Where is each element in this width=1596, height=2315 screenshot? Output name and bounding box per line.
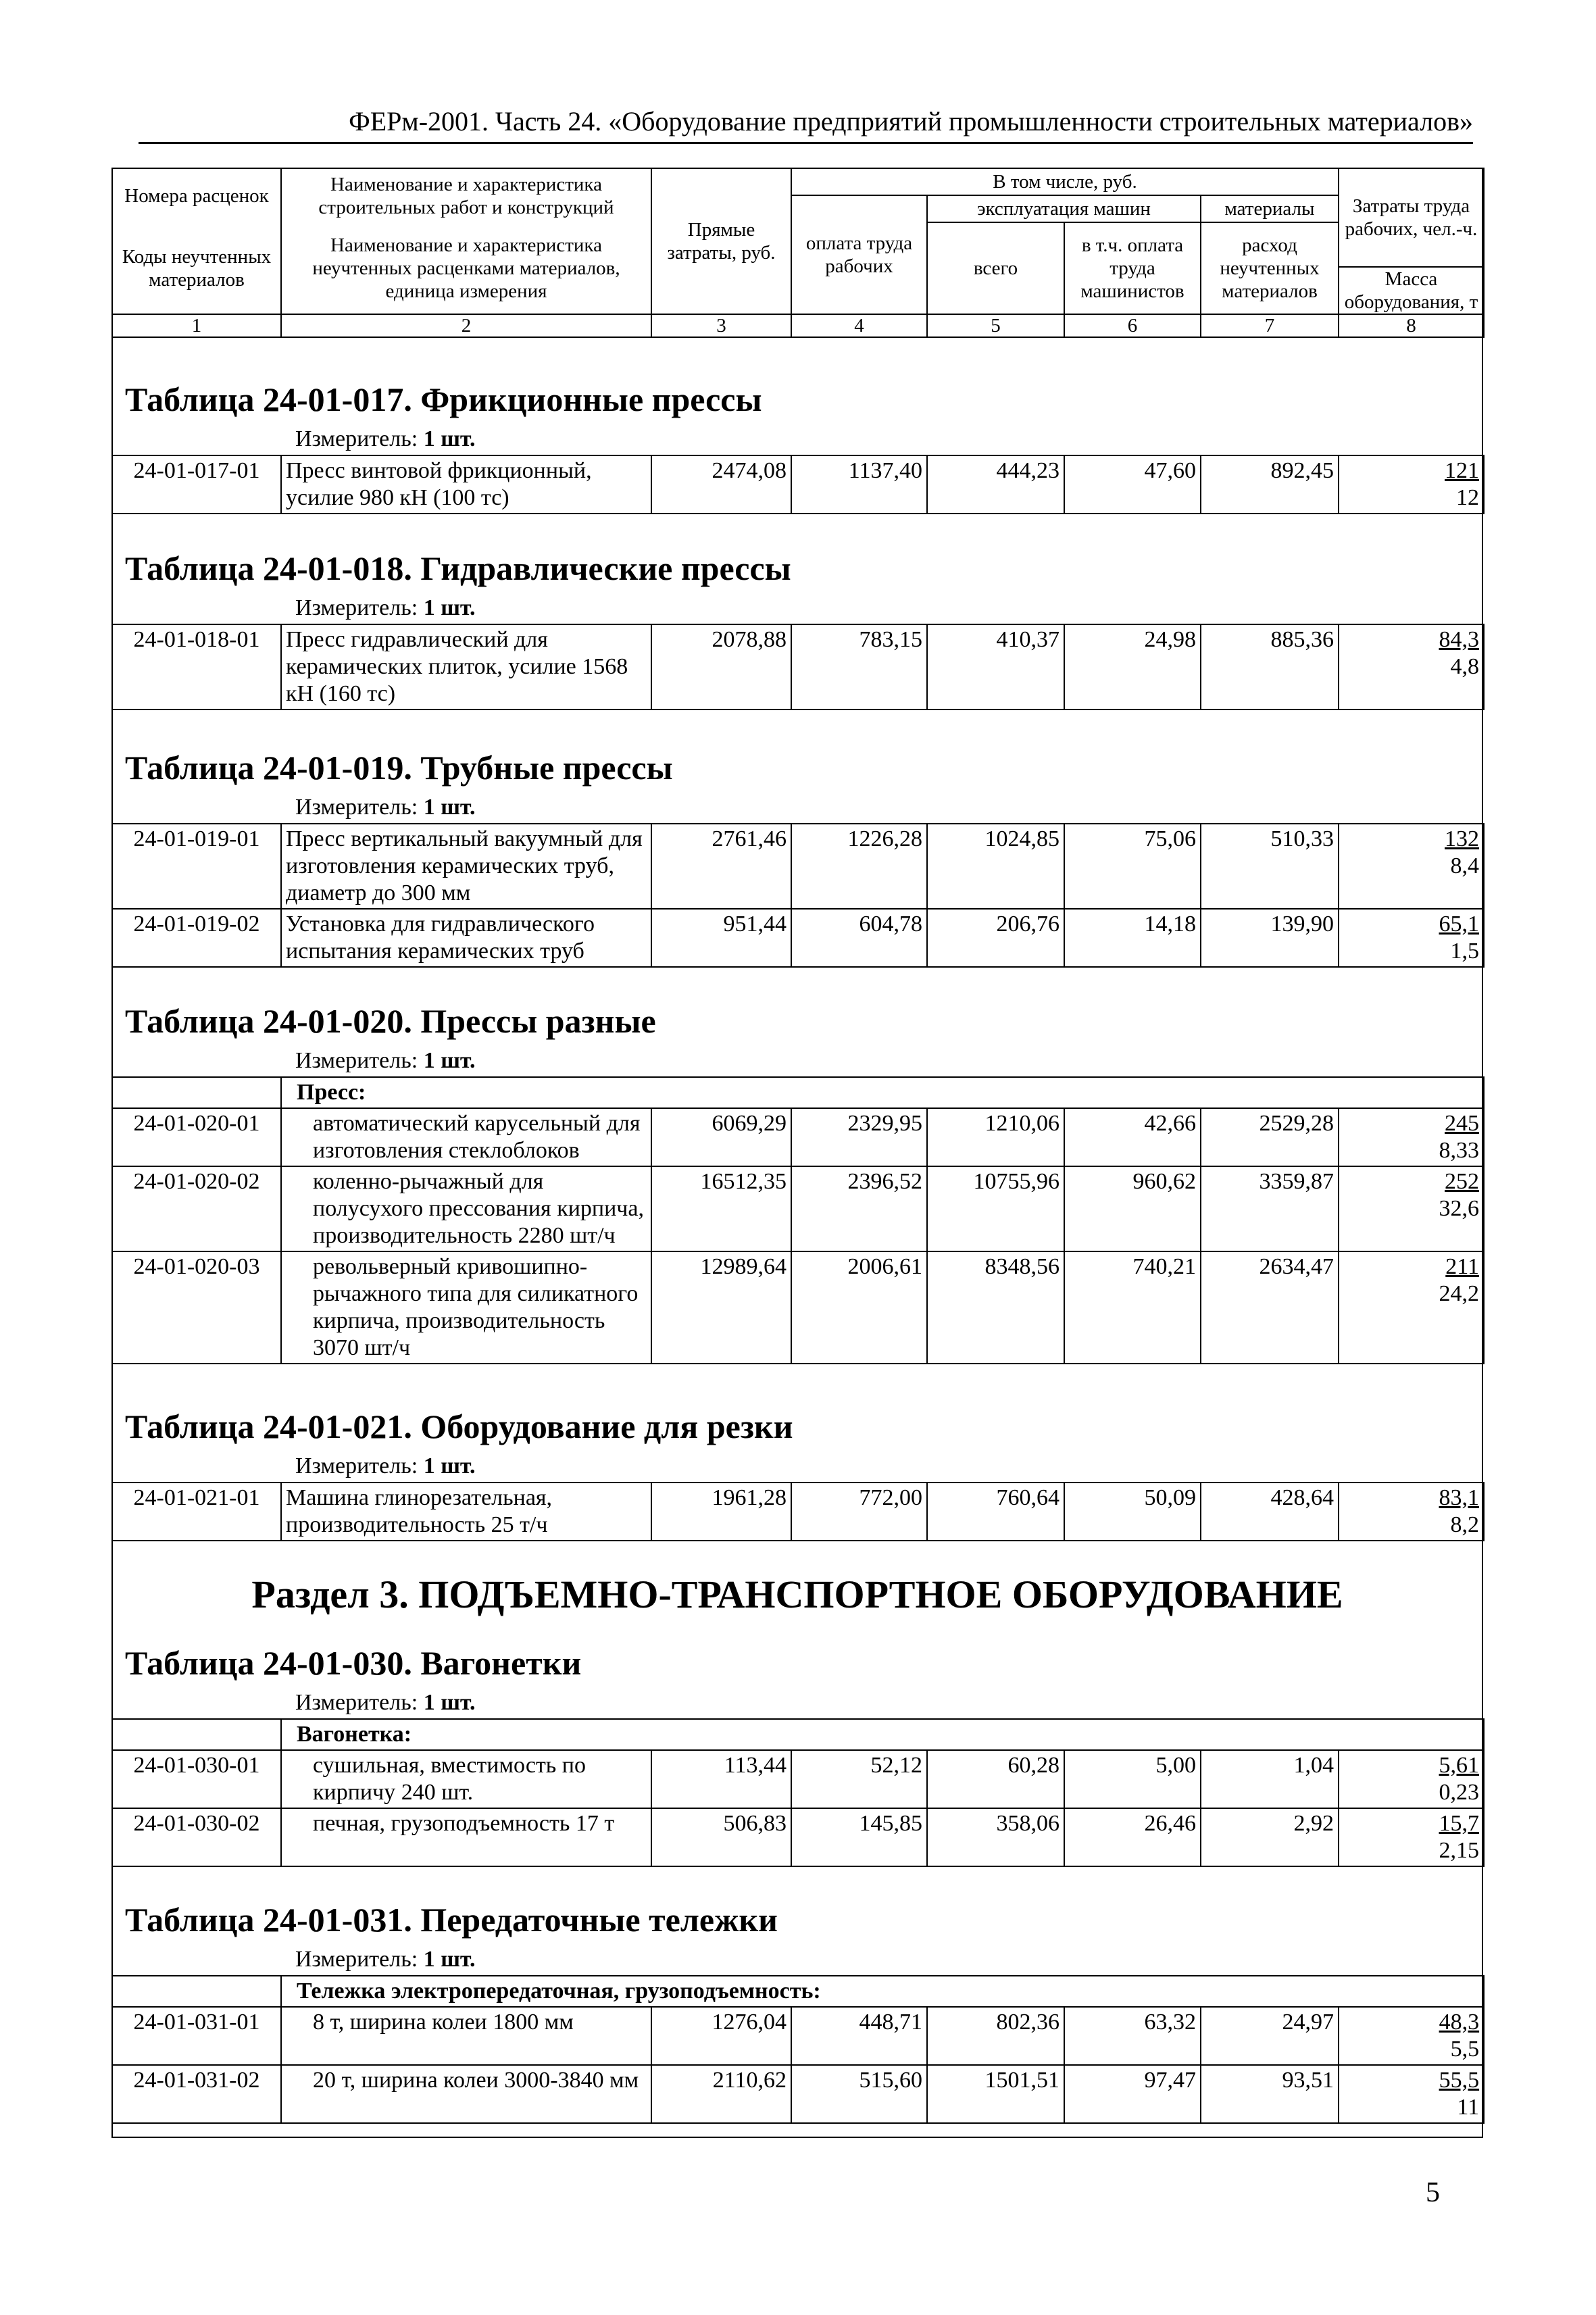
materials-cost: 24,97 — [1201, 2007, 1339, 2065]
meter: Измеритель: 1 шт. — [295, 1048, 476, 1073]
table-title: Таблица 24-01-030. Вагонетки — [125, 1644, 582, 1682]
machinist-wages: 960,62 — [1064, 1166, 1201, 1251]
equipment-mass: 4,8 — [1450, 654, 1479, 679]
table-title: Таблица 24-01-019. Трубные прессы — [125, 749, 673, 787]
data-table — [111, 624, 1485, 710]
machines-total: 60,28 — [927, 1750, 1064, 1808]
direct-costs: 951,44 — [651, 909, 791, 967]
group-label: Вагонетка: — [281, 1719, 1484, 1750]
meter: Измеритель: 1 шт. — [295, 595, 476, 620]
labor-hours: 48,3 — [1439, 2010, 1480, 2035]
rate-code: 24-01-021-01 — [112, 1483, 281, 1541]
worker-wages: 772,00 — [791, 1483, 927, 1541]
machinist-wages: 47,60 — [1064, 455, 1201, 514]
col-number: 1 — [112, 314, 281, 337]
table-row — [112, 2065, 1484, 2123]
meter: Измеритель: 1 шт. — [295, 795, 476, 820]
machines-total: 1210,06 — [927, 1108, 1064, 1166]
rate-name: автоматический карусельный для изготовления стеклоблоков — [281, 1108, 651, 1166]
data-table — [111, 823, 1485, 968]
equipment-mass: 11 — [1457, 2095, 1480, 2120]
col-number: 8 — [1339, 314, 1484, 337]
direct-costs: 2110,62 — [651, 2065, 791, 2123]
worker-wages: 448,71 — [791, 2007, 927, 2065]
meter: Измеритель: 1 шт. — [295, 1690, 476, 1715]
direct-costs: 2761,46 — [651, 824, 791, 909]
including-label: В том числе, руб. — [791, 168, 1339, 195]
rate-code: 24-01-020-01 — [112, 1108, 281, 1166]
machinist-wages: 26,46 — [1064, 1808, 1201, 1866]
machines-total: 802,36 — [927, 2007, 1064, 2065]
machines-total: 206,76 — [927, 909, 1064, 967]
machines-total: 10755,96 — [927, 1166, 1064, 1251]
worker-wages: 604,78 — [791, 909, 927, 967]
direct-costs: 2474,08 — [651, 455, 791, 514]
machines-total: 358,06 — [927, 1808, 1064, 1866]
group-row — [112, 1077, 1484, 1108]
rate-code: 24-01-020-02 — [112, 1166, 281, 1251]
equipment-mass: 1,5 — [1450, 939, 1479, 964]
meter: Измеритель: 1 шт. — [295, 426, 476, 451]
rate-name: сушильная, вместимость по кирпичу 240 шт. — [281, 1750, 651, 1808]
labor-hours: 15,7 — [1439, 1811, 1480, 1836]
materials-cost: 3359,87 — [1201, 1166, 1339, 1251]
direct-costs: 6069,29 — [651, 1108, 791, 1166]
materials-cost: 428,64 — [1201, 1483, 1339, 1541]
equipment-mass: 0,23 — [1439, 1780, 1480, 1805]
labor-hours: 245 — [1445, 1111, 1480, 1136]
table-row — [112, 1808, 1484, 1866]
materials-cost: 2529,28 — [1201, 1108, 1339, 1166]
rate-code: 24-01-030-01 — [112, 1750, 281, 1808]
rate-code: 24-01-019-01 — [112, 824, 281, 909]
equipment-mass: 8,2 — [1450, 1512, 1479, 1537]
materials-cost: 139,90 — [1201, 909, 1339, 967]
rate-code: 24-01-017-01 — [112, 455, 281, 514]
meter: Измеритель: 1 шт. — [295, 1947, 476, 1972]
machines-total: 410,37 — [927, 624, 1064, 710]
rate-name: 8 т, ширина колеи 1800 мм — [281, 2007, 651, 2065]
data-table — [111, 1975, 1485, 2124]
col8-top-label: Затраты труда рабочих, чел.-ч. — [1339, 168, 1484, 267]
col5-label: всего — [927, 222, 1064, 314]
table-title: Таблица 24-01-020. Прессы разные — [125, 1002, 656, 1040]
col-number: 2 — [281, 314, 651, 337]
worker-wages: 2396,52 — [791, 1166, 927, 1251]
rate-name: коленно-рычажный для полусухого прессования кирпича, производительность 2280 шт/ч — [281, 1166, 651, 1251]
machinist-wages: 97,47 — [1064, 2065, 1201, 2123]
machinist-wages: 5,00 — [1064, 1750, 1201, 1808]
group-label: Пресс: — [281, 1077, 1484, 1108]
machinist-wages: 740,21 — [1064, 1251, 1201, 1364]
table-title: Таблица 24-01-017. Фрикционные прессы — [125, 380, 762, 418]
materials-label: материалы — [1201, 195, 1339, 222]
materials-cost: 93,51 — [1201, 2065, 1339, 2123]
table-row — [112, 2007, 1484, 2065]
worker-wages: 515,60 — [791, 2065, 927, 2123]
equipment-mass: 8,4 — [1450, 853, 1479, 878]
equipment-mass: 12 — [1456, 485, 1479, 510]
rate-name: Пресс гидравлический для керамических плиток, усилие 1568 кН (160 тс) — [281, 624, 651, 710]
direct-costs: 12989,64 — [651, 1251, 791, 1364]
direct-costs: 1276,04 — [651, 2007, 791, 2065]
machines-total: 444,23 — [927, 455, 1064, 514]
group-row — [112, 1976, 1484, 2007]
direct-costs: 2078,88 — [651, 624, 791, 710]
group-row — [112, 1719, 1484, 1750]
labor-hours: 121 — [1445, 458, 1479, 483]
page-number: 5 — [1426, 2177, 1440, 2208]
col4-label: оплата труда рабочих — [791, 195, 927, 314]
worker-wages: 145,85 — [791, 1808, 927, 1866]
col6-label: в т.ч. оплата труда машинистов — [1064, 222, 1201, 314]
rate-name: 20 т, ширина колеи 3000-3840 мм — [281, 2065, 651, 2123]
machines-total: 760,64 — [927, 1483, 1064, 1541]
column-header — [111, 168, 1485, 338]
labor-hours: 5,61 — [1439, 1753, 1480, 1778]
table-row — [112, 455, 1484, 514]
rate-name: печная, грузоподъемность 17 т — [281, 1808, 651, 1866]
rate-name: револьверный кривошипно-рычажного типа для силикатного кирпича, производительность 3070 шт/ч — [281, 1251, 651, 1364]
machinist-wages: 42,66 — [1064, 1108, 1201, 1166]
table-row — [112, 1483, 1484, 1541]
worker-wages: 52,12 — [791, 1750, 927, 1808]
labor-hours: 65,1 — [1439, 912, 1479, 937]
materials-cost: 885,36 — [1201, 624, 1339, 710]
table-title: Таблица 24-01-018. Гидравлические прессы — [125, 549, 791, 587]
materials-cost: 892,45 — [1201, 455, 1339, 514]
table-row — [112, 1750, 1484, 1808]
rate-code: 24-01-019-02 — [112, 909, 281, 967]
rate-name: Пресс вертикальный вакуумный для изготовления керамических труб, диаметр до 300 мм — [281, 824, 651, 909]
table-row — [112, 1166, 1484, 1251]
equipment-mass: 32,6 — [1439, 1196, 1480, 1221]
table-row — [112, 824, 1484, 909]
rate-name: Пресс винтовой фрикционный, усилие 980 кН (100 тс) — [281, 455, 651, 514]
rate-code: 24-01-030-02 — [112, 1808, 281, 1866]
labor-hours: 55,5 — [1439, 2068, 1480, 2093]
col-number: 5 — [927, 314, 1064, 337]
machines-total: 1024,85 — [927, 824, 1064, 909]
equipment-mass: 24,2 — [1439, 1281, 1480, 1306]
col3-label: Прямые затраты, руб. — [651, 168, 791, 314]
meter: Измеритель: 1 шт. — [295, 1453, 476, 1478]
table-row — [112, 1251, 1484, 1364]
col-number: 6 — [1064, 314, 1201, 337]
col-number: 7 — [1201, 314, 1339, 337]
machines-total: 8348,56 — [927, 1251, 1064, 1364]
col-number: 3 — [651, 314, 791, 337]
table-title: Таблица 24-01-021. Оборудование для резки — [125, 1408, 793, 1445]
rate-name: Машина глинорезательная, производительность 25 т/ч — [281, 1483, 651, 1541]
rate-name: Установка для гидравлического испытания керамических труб — [281, 909, 651, 967]
table-row — [112, 909, 1484, 967]
machinist-wages: 75,06 — [1064, 824, 1201, 909]
col8-bottom-label: Масса оборудования, т — [1339, 267, 1484, 314]
materials-cost: 1,04 — [1201, 1750, 1339, 1808]
data-table — [111, 1718, 1485, 1867]
machinist-wages: 14,18 — [1064, 909, 1201, 967]
labor-hours: 83,1 — [1439, 1485, 1479, 1510]
labor-hours: 132 — [1445, 826, 1479, 851]
direct-costs: 16512,35 — [651, 1166, 791, 1251]
machines-label: эксплуатация машин — [927, 195, 1201, 222]
running-header: ФЕРм-2001. Часть 24. «Оборудование предприятий промышленности строительных материалов» — [349, 106, 1473, 136]
col-number: 4 — [791, 314, 927, 337]
col1-bottom-label: Коды неучтенных материалов — [112, 222, 281, 314]
data-table — [111, 1482, 1485, 1541]
rate-code: 24-01-020-03 — [112, 1251, 281, 1364]
worker-wages: 1226,28 — [791, 824, 927, 909]
labor-hours: 211 — [1445, 1254, 1480, 1279]
direct-costs: 113,44 — [651, 1750, 791, 1808]
direct-costs: 1961,28 — [651, 1483, 791, 1541]
equipment-mass: 8,33 — [1439, 1138, 1480, 1163]
materials-cost: 2,92 — [1201, 1808, 1339, 1866]
rate-code: 24-01-031-02 — [112, 2065, 281, 2123]
rate-code: 24-01-018-01 — [112, 624, 281, 710]
col1-top-label: Номера расценок — [112, 168, 281, 222]
direct-costs: 506,83 — [651, 1808, 791, 1866]
header-rule — [139, 142, 1473, 144]
materials-cost: 510,33 — [1201, 824, 1339, 909]
worker-wages: 2329,95 — [791, 1108, 927, 1166]
machinist-wages: 24,98 — [1064, 624, 1201, 710]
col7-label: расход неучтенных материалов — [1201, 222, 1339, 314]
labor-hours: 84,3 — [1439, 627, 1479, 652]
machinist-wages: 63,32 — [1064, 2007, 1201, 2065]
worker-wages: 783,15 — [791, 624, 927, 710]
rate-code: 24-01-031-01 — [112, 2007, 281, 2065]
machinist-wages: 50,09 — [1064, 1483, 1201, 1541]
table-title: Таблица 24-01-031. Передаточные тележки — [125, 1901, 778, 1939]
equipment-mass: 2,15 — [1439, 1838, 1480, 1863]
worker-wages: 2006,61 — [791, 1251, 927, 1364]
machines-total: 1501,51 — [927, 2065, 1064, 2123]
section-heading: Раздел 3. ПОДЪЕМНО-ТРАНСПОРТНОЕ ОБОРУДОВАНИЕ — [251, 1572, 1343, 1616]
col2-top-label: Наименование и характеристика строительных работ и конструкций — [281, 168, 651, 222]
table-row — [112, 624, 1484, 710]
data-table — [111, 455, 1485, 514]
labor-hours: 252 — [1445, 1169, 1480, 1194]
equipment-mass: 5,5 — [1450, 2037, 1480, 2062]
materials-cost: 2634,47 — [1201, 1251, 1339, 1364]
table-row — [112, 1108, 1484, 1166]
group-label: Тележка электропередаточная, грузоподъемность: — [281, 1976, 1484, 2007]
col2-bottom-label: Наименование и характеристика неучтенных расценками материалов, единица измерения — [281, 222, 651, 314]
worker-wages: 1137,40 — [791, 455, 927, 514]
data-table — [111, 1076, 1485, 1364]
